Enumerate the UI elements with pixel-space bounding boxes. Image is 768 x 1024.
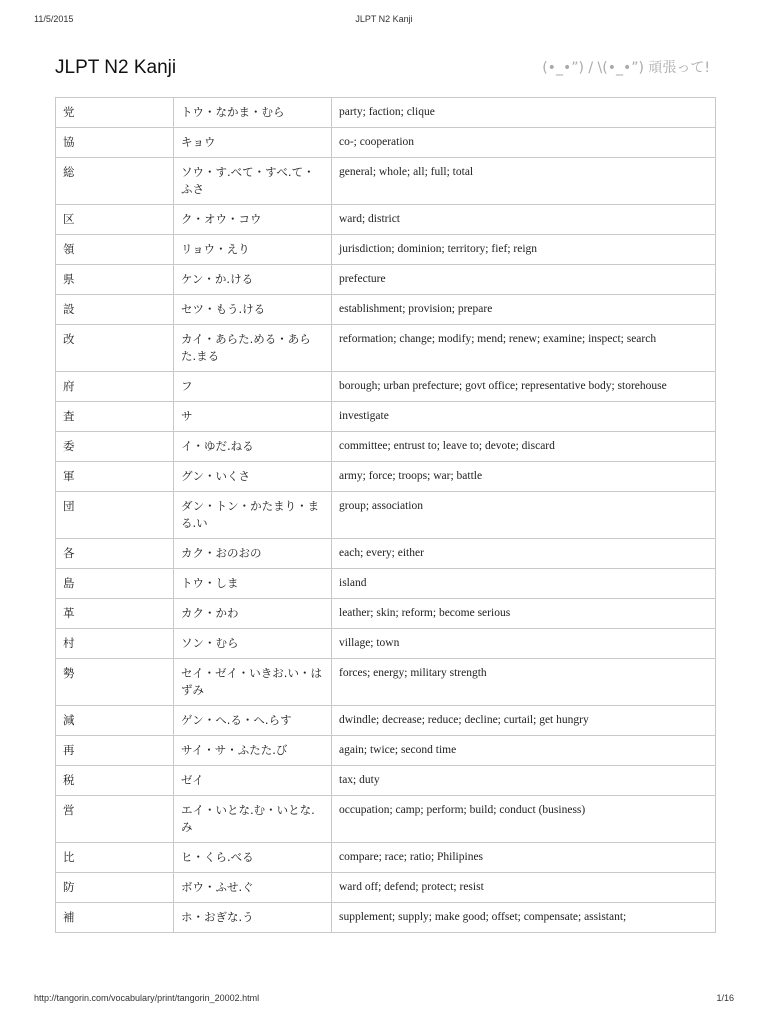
kanji-cell: 委 [56,432,174,462]
reading-cell: ボウ・ふせ.ぐ [174,873,332,903]
kanji-cell: 団 [56,492,174,539]
reading-cell: サ [174,402,332,432]
meaning-cell: ward off; defend; protect; resist [332,873,716,903]
meaning-cell: dwindle; decrease; reduce; decline; curtail; get hungry [332,706,716,736]
table-row [56,659,716,706]
table-row [56,205,716,235]
table-row [56,599,716,629]
reading-cell: ダン・トン・かたまり・まる.い [174,492,332,539]
kanji-cell: 再 [56,736,174,766]
meaning-cell: co-; cooperation [332,128,716,158]
meaning-cell: ward; district [332,205,716,235]
reading-cell: トウ・なかま・むら [174,98,332,128]
table-row [56,128,716,158]
reading-cell: フ [174,372,332,402]
kanji-cell: 村 [56,629,174,659]
meaning-cell: occupation; camp; perform; build; conduct (business) [332,796,716,843]
reading-cell: ク・オウ・コウ [174,205,332,235]
reading-cell: ホ・おぎな.う [174,903,332,933]
reading-cell: イ・ゆだ.ねる [174,432,332,462]
kanji-cell: 減 [56,706,174,736]
reading-cell: サイ・サ・ふたた.び [174,736,332,766]
kanji-cell: 防 [56,873,174,903]
kanji-cell: 領 [56,235,174,265]
meaning-cell: supplement; supply; make good; offset; compensate; assistant; [332,903,716,933]
reading-cell: セイ・ゼイ・いきお.い・はずみ [174,659,332,706]
kanji-cell: 軍 [56,462,174,492]
kanji-cell: 県 [56,265,174,295]
reading-cell: ゲン・へ.る・へ.らす [174,706,332,736]
page-title: JLPT N2 Kanji [55,57,177,78]
meaning-cell: leather; skin; reform; become serious [332,599,716,629]
reading-cell: カク・おのおの [174,539,332,569]
reading-cell: キョウ [174,128,332,158]
table-row [56,843,716,873]
table-row [56,235,716,265]
meaning-cell: jurisdiction; dominion; territory; fief; reign [332,235,716,265]
kanji-cell: 勢 [56,659,174,706]
reading-cell: カク・かわ [174,599,332,629]
kanji-cell: 府 [56,372,174,402]
table-row [56,903,716,933]
table-row [56,98,716,128]
table-row [56,492,716,539]
print-title: JLPT N2 Kanji [355,14,413,24]
reading-cell: ソウ・す.べて・すべ.て・ふさ [174,158,332,205]
table-row [56,873,716,903]
table-row [56,736,716,766]
reading-cell: トウ・しま [174,569,332,599]
meaning-cell: army; force; troops; war; battle [332,462,716,492]
reading-cell: カイ・あらた.める・あらた.まる [174,325,332,372]
table-row [56,432,716,462]
meaning-cell: establishment; provision; prepare [332,295,716,325]
meaning-cell: committee; entrust to; leave to; devote; discard [332,432,716,462]
meaning-cell: compare; race; ratio; Philipines [332,843,716,873]
reading-cell: ヒ・くら.べる [174,843,332,873]
kanji-cell: 島 [56,569,174,599]
kanji-cell: 区 [56,205,174,235]
kanji-table [55,97,716,933]
kanji-table-body [56,98,716,933]
kanji-cell: 設 [56,295,174,325]
table-row [56,569,716,599]
meaning-cell: reformation; change; modify; mend; renew; examine; inspect; search [332,325,716,372]
table-row [56,158,716,205]
meaning-cell: tax; duty [332,766,716,796]
reading-cell: ゼイ [174,766,332,796]
print-date: 11/5/2015 [34,14,74,24]
reading-cell: ソン・むら [174,629,332,659]
meaning-cell: group; association [332,492,716,539]
meaning-cell: again; twice; second time [332,736,716,766]
meaning-cell: borough; urban prefecture; govt office; representative body; storehouse [332,372,716,402]
table-row [56,325,716,372]
kanji-cell: 改 [56,325,174,372]
kanji-cell: 各 [56,539,174,569]
reading-cell: グン・いくさ [174,462,332,492]
kanji-cell: 税 [56,766,174,796]
kanji-cell: 協 [56,128,174,158]
meaning-cell: island [332,569,716,599]
meaning-cell: forces; energy; military strength [332,659,716,706]
table-row [56,796,716,843]
table-row [56,402,716,432]
kanji-cell: 営 [56,796,174,843]
kanji-cell: 査 [56,402,174,432]
page-number: 1/16 [716,993,734,1003]
meaning-cell: party; faction; clique [332,98,716,128]
kanji-cell: 補 [56,903,174,933]
table-row [56,265,716,295]
kanji-cell: 比 [56,843,174,873]
kanji-cell: 総 [56,158,174,205]
meaning-cell: investigate [332,402,716,432]
table-row [56,372,716,402]
table-row [56,766,716,796]
table-row [56,706,716,736]
meaning-cell: each; every; either [332,539,716,569]
meaning-cell: village; town [332,629,716,659]
table-row [56,295,716,325]
reading-cell: エイ・いとな.む・いとな.み [174,796,332,843]
reading-cell: ケン・か.ける [174,265,332,295]
table-row [56,539,716,569]
kanji-cell: 党 [56,98,174,128]
page-subtitle: (•_•”) / \(•_•”) 頑張って! [542,60,710,76]
reading-cell: セツ・もう.ける [174,295,332,325]
source-url: http://tangorin.com/vocabulary/print/tangorin_20002.html [34,993,260,1003]
meaning-cell: general; whole; all; full; total [332,158,716,205]
table-row [56,462,716,492]
table-row [56,629,716,659]
reading-cell: リョウ・えり [174,235,332,265]
meaning-cell: prefecture [332,265,716,295]
kanji-cell: 革 [56,599,174,629]
